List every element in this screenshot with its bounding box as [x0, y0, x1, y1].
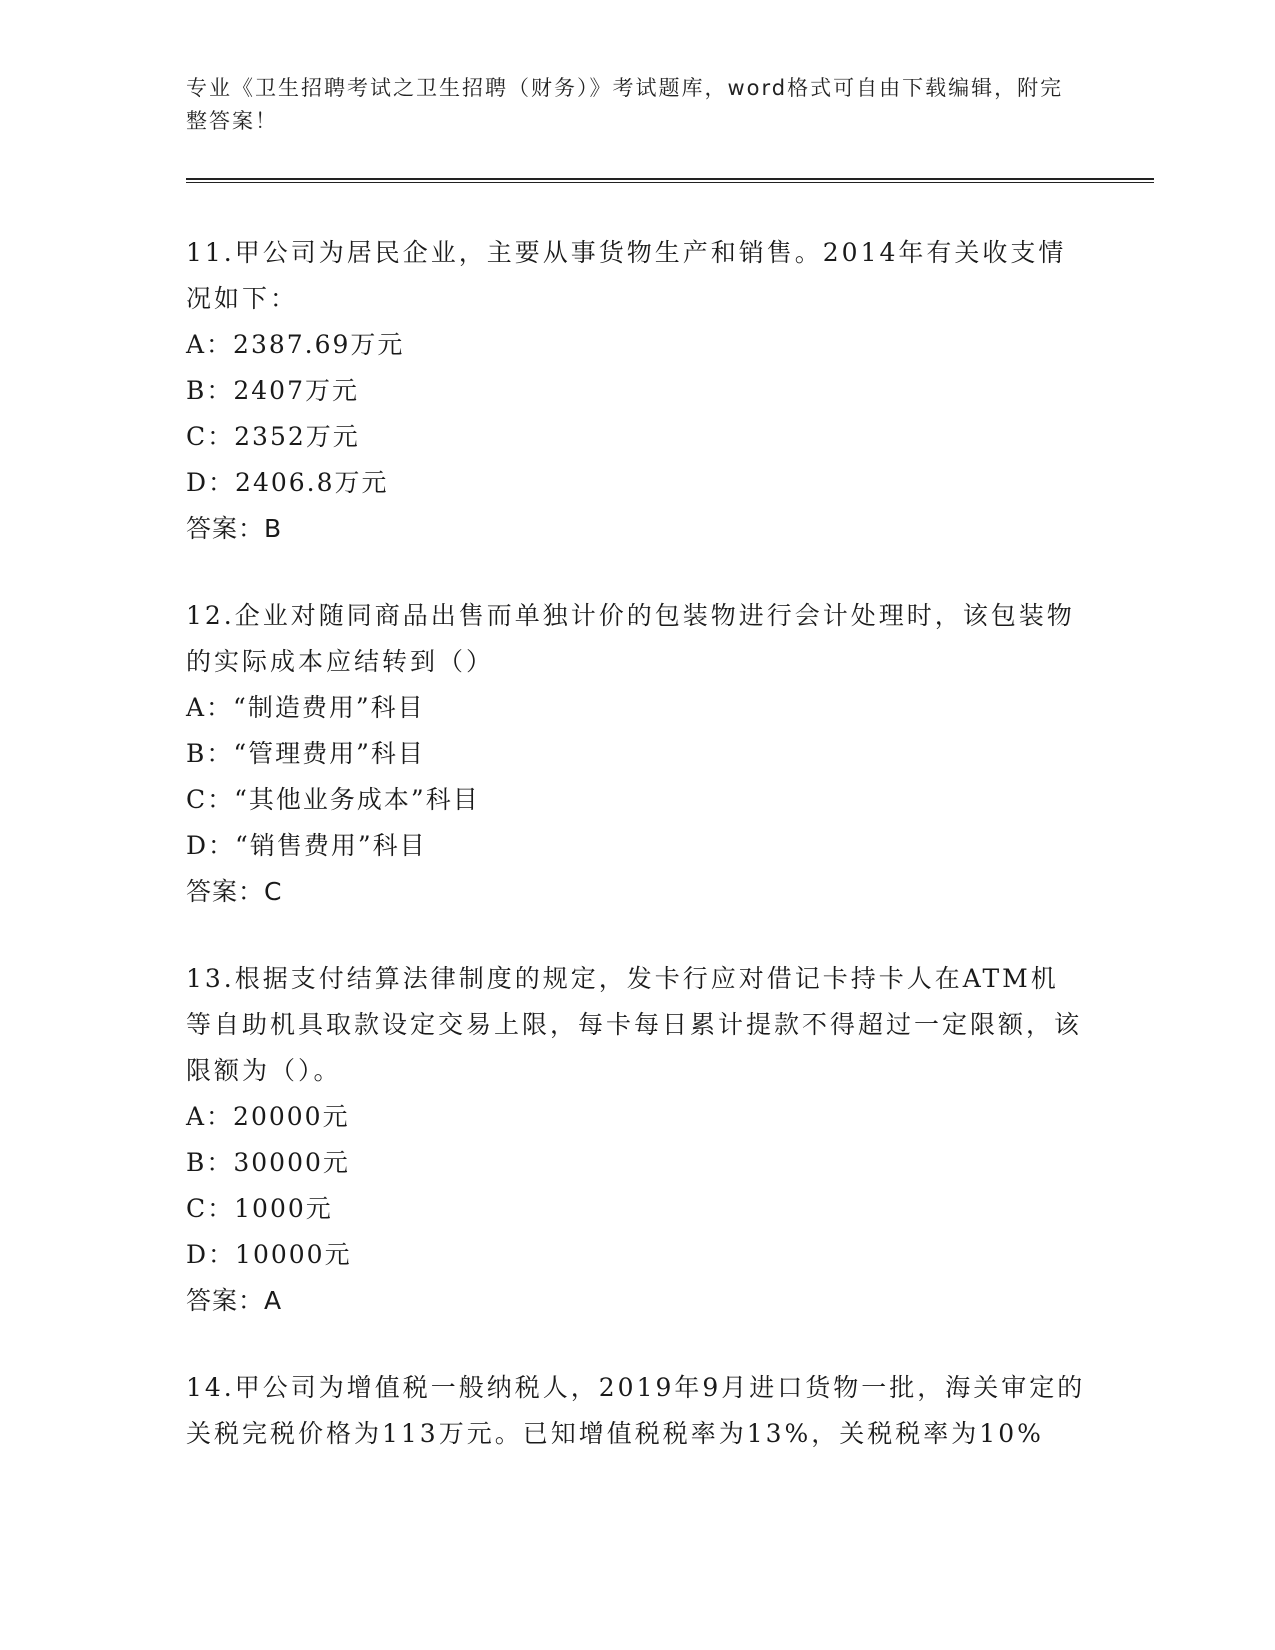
option-a: A：“制造费用”科目	[186, 693, 425, 722]
option-b: B：2407万元	[186, 376, 359, 405]
answer-line: 答案：A	[186, 1286, 283, 1315]
answer-line: 答案：B	[186, 514, 283, 543]
question-item	[186, 593, 1086, 915]
question-item	[186, 956, 1086, 1324]
option-a: A：2387.69万元	[186, 330, 405, 359]
question-stem: 12.企业对随同商品出售而单独计价的包装物进行会计处理时，该包装物的实际成本应结转到（）	[186, 601, 1075, 676]
option-a: A：20000元	[186, 1102, 350, 1131]
option-d: D：10000元	[186, 1240, 352, 1269]
question-stem: 14.甲公司为增值税一般纳税人，2019年9月进口货物一批，海关审定的关税完税价格为113万元。已知增值税税率为13%，关税税率为10%	[186, 1373, 1086, 1448]
option-b: B：“管理费用”科目	[186, 739, 425, 768]
option-c: C：2352万元	[186, 422, 360, 451]
header-divider	[186, 178, 1154, 183]
question-list	[186, 230, 1086, 1498]
document-header: 专业《卫生招聘考试之卫生招聘（财务）》考试题库，word格式可自由下载编辑，附完整答案！	[186, 76, 1064, 133]
option-c: C：1000元	[186, 1194, 333, 1223]
question-item	[186, 1365, 1086, 1457]
question-stem: 11.甲公司为居民企业，主要从事货物生产和销售。2014年有关收支情况如下：	[186, 238, 1067, 313]
option-c: C：“其他业务成本”科目	[186, 785, 480, 814]
option-b: B：30000元	[186, 1148, 350, 1177]
option-d: D：“销售费用”科目	[186, 831, 427, 860]
question-stem: 13.根据支付结算法律制度的规定，发卡行应对借记卡持卡人在ATM机等自助机具取款设定交易上限，每卡每日累计提款不得超过一定限额，该限额为（）。	[186, 964, 1083, 1085]
answer-line: 答案：C	[186, 877, 283, 906]
option-d: D：2406.8万元	[186, 468, 389, 497]
question-item	[186, 230, 1086, 552]
